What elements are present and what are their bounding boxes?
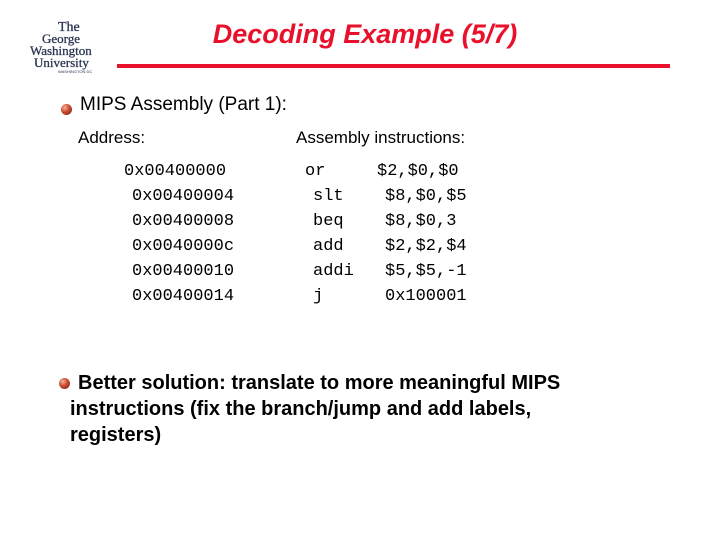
logo-washington: Washington <box>30 43 92 58</box>
slide-title: Decoding Example (5/7) <box>212 19 518 49</box>
logo-city: WASHINGTON DC <box>58 69 93 74</box>
summary-line: registers) <box>70 424 162 446</box>
address-column-label: Address: <box>78 128 146 147</box>
address-cell: 0x00400010 <box>132 262 235 281</box>
logo-university: University <box>34 55 89 70</box>
opcode-cell: slt <box>313 187 344 206</box>
bullet-icon <box>59 378 70 389</box>
bullet-icon <box>61 104 72 115</box>
section-heading: MIPS Assembly (Part 1): <box>80 94 287 115</box>
opcode-cell: beq <box>313 212 344 231</box>
opcode-cell: or <box>305 162 326 181</box>
summary-line: Better solution: translate to more meaningful MIPS <box>78 372 561 394</box>
opcode-cell: addi <box>313 262 354 281</box>
address-cell: 0x00400004 <box>132 187 235 206</box>
opcode-cell: j <box>313 287 324 306</box>
summary-line: instructions (fix the branch/jump and add labels, <box>70 398 532 420</box>
operands-cell: $5,$5,-1 <box>385 262 467 281</box>
logo-the: The <box>58 20 80 35</box>
address-cell: 0x00400014 <box>132 287 235 306</box>
logo-george: George <box>42 31 81 46</box>
operands-cell: $8,$0,$5 <box>385 187 467 206</box>
operands-cell: $2,$0,$0 <box>377 162 459 181</box>
address-cell: 0x00400000 <box>124 162 227 181</box>
address-cell: 0x00400008 <box>132 212 235 231</box>
university-logo <box>28 16 116 74</box>
operands-cell: $2,$2,$4 <box>385 237 467 256</box>
operands-cell: 0x100001 <box>385 287 467 306</box>
operands-cell: $8,$0,3 <box>385 212 457 231</box>
title-underline <box>117 64 670 68</box>
summary-paragraph <box>70 370 690 448</box>
address-cell: 0x0040000c <box>132 237 235 256</box>
assembly-column-label: Assembly instructions: <box>296 128 466 147</box>
opcode-cell: add <box>313 237 344 256</box>
